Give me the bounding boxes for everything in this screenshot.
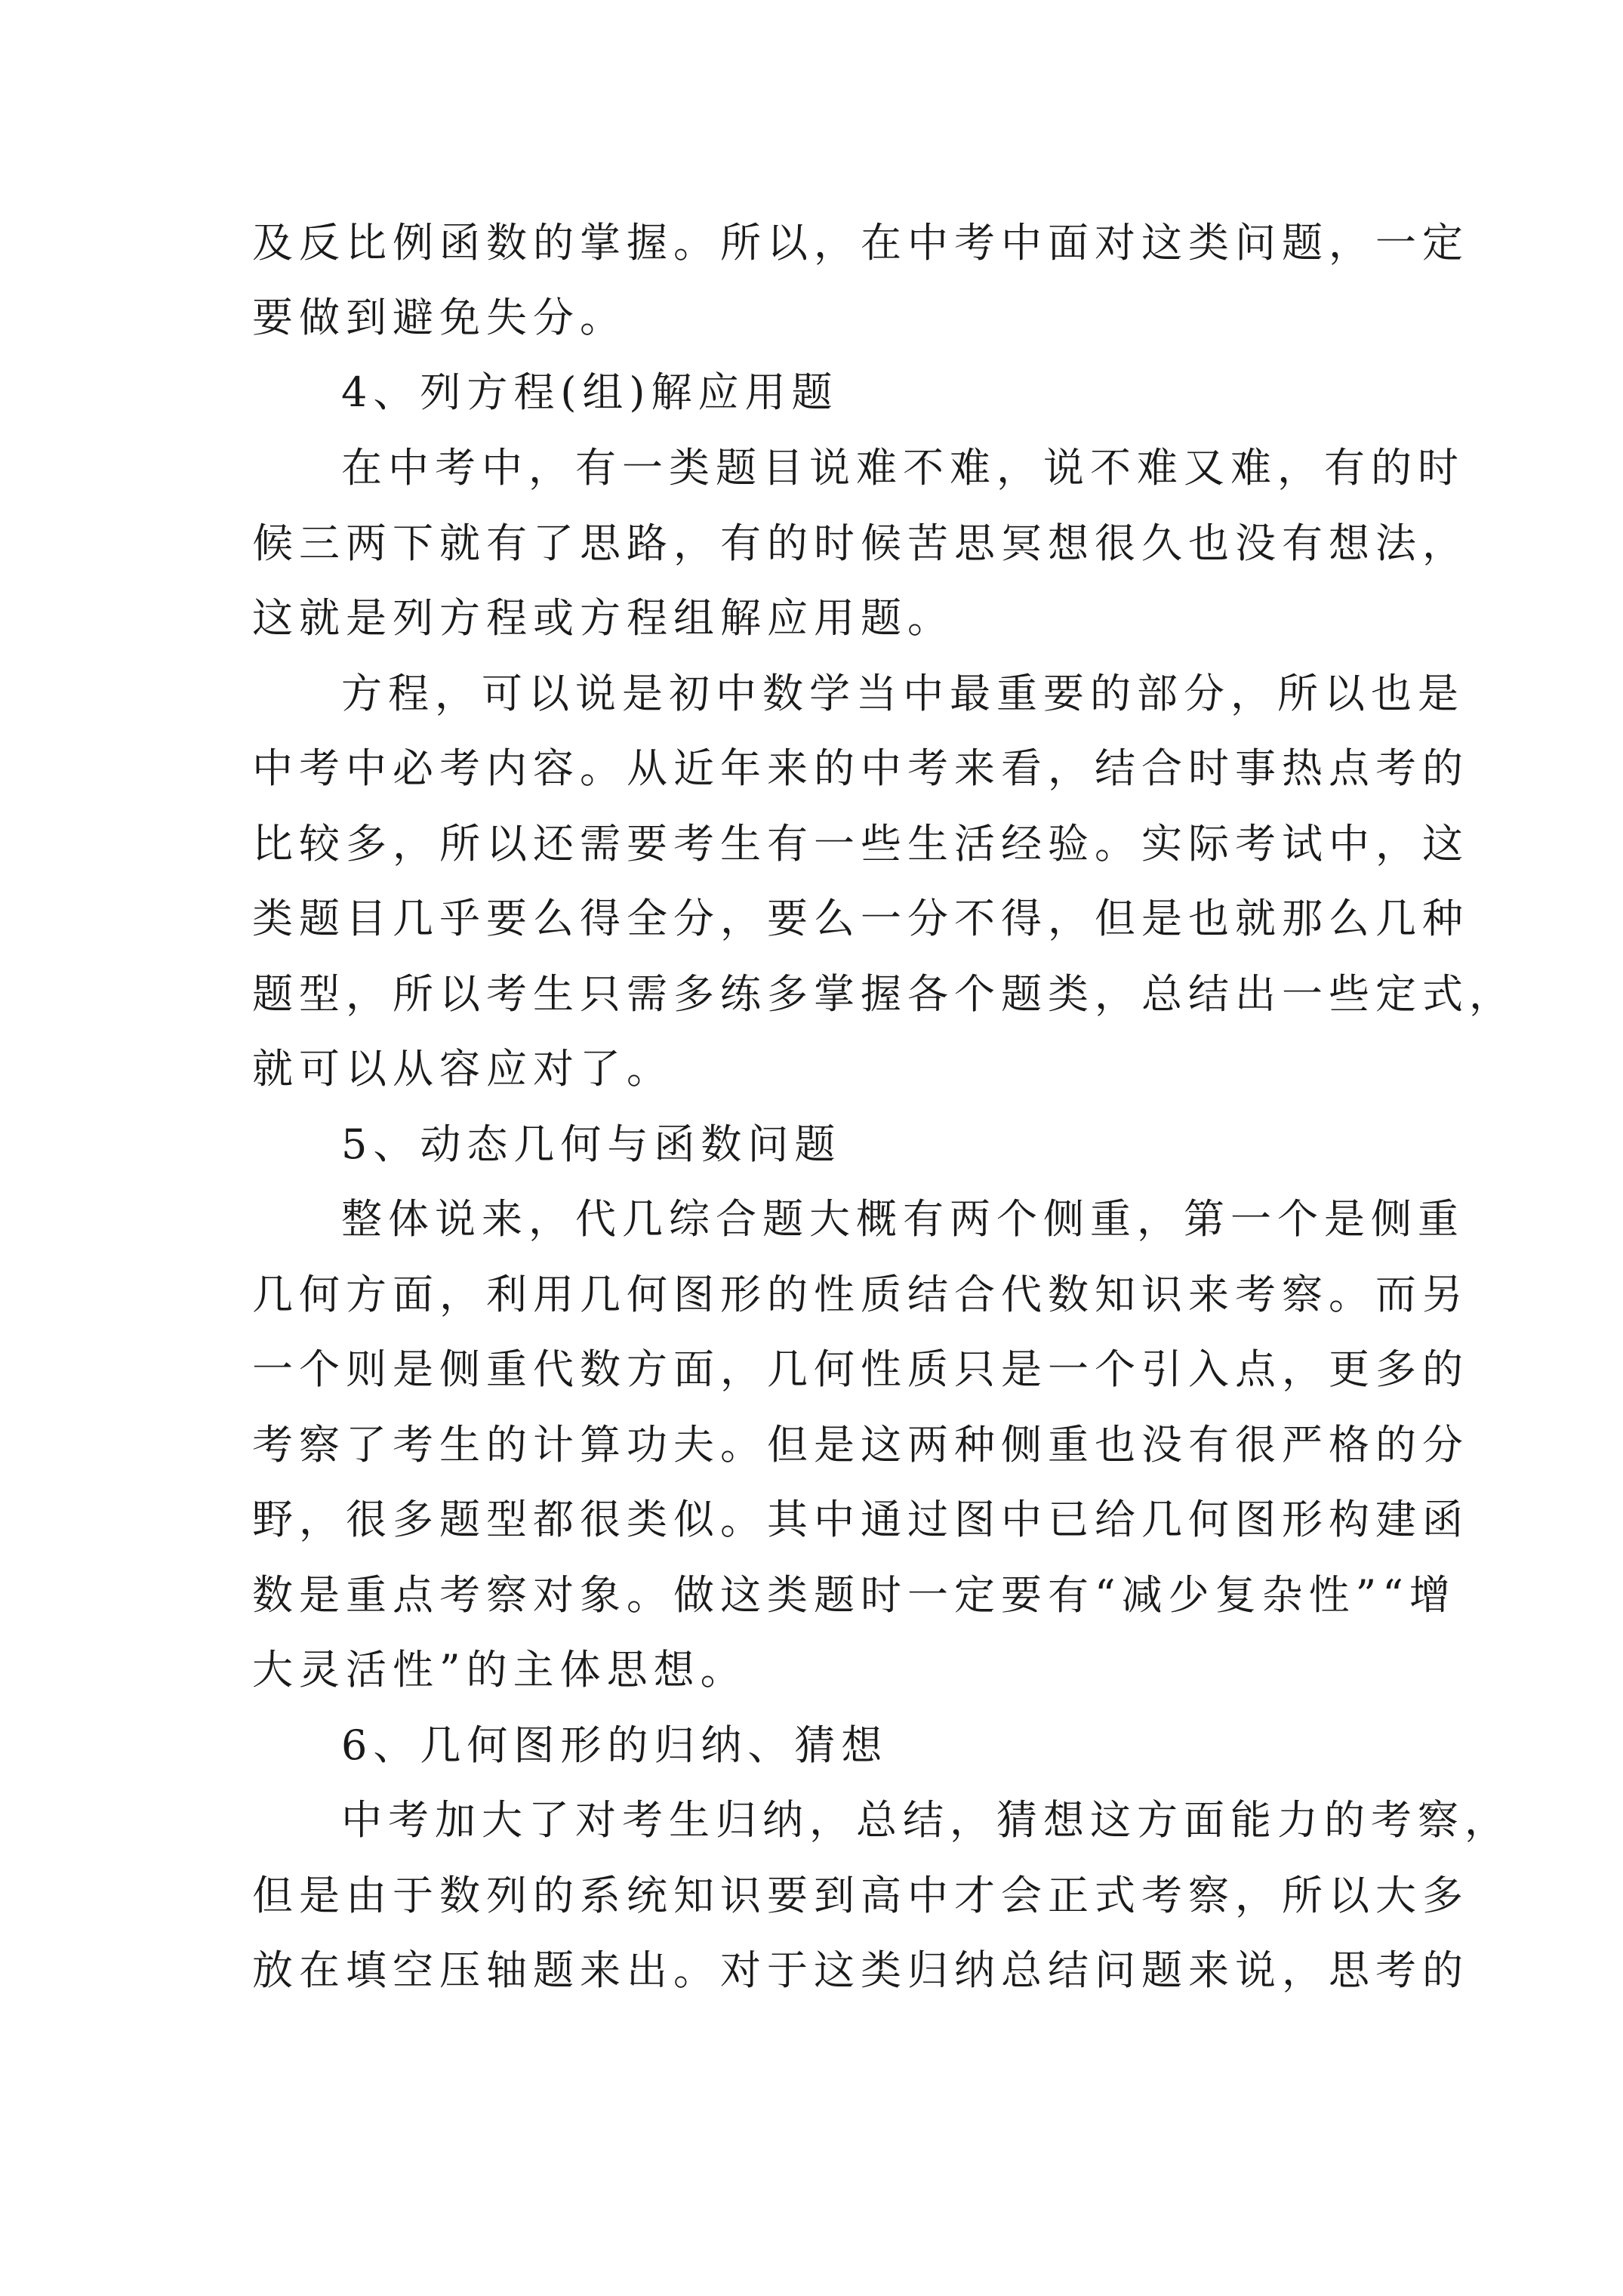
section-heading: 6、几何图形的归纳、猜想 <box>341 1721 888 1769</box>
text-line: 放在填空压轴题来出。对于这类归纳总结问题来说，思考的 <box>252 1946 1469 1994</box>
text-line: 比较多，所以还需要考生有一些生活经验。实际考试中，这 <box>252 820 1469 868</box>
text-line: 大灵活性”的主体思想。 <box>252 1646 747 1693</box>
text-line: 类题目几乎要么得全分，要么一分不得，但是也就那么几种 <box>252 895 1469 942</box>
text-line: 考察了考生的计算功夫。但是这两种侧重也没有很严格的分 <box>252 1421 1469 1469</box>
paragraph-start-line: 中考加大了对考生归纳，总结，猜想这方面能力的考察， <box>341 1796 1511 1844</box>
text-line: 就可以从容应对了。 <box>252 1045 673 1093</box>
text-line: 但是由于数列的系统知识要到高中才会正式考察，所以大多 <box>252 1872 1469 1919</box>
text-line: 及反比例函数的掌握。所以，在中考中面对这类问题，一定 <box>252 219 1469 267</box>
text-line: 野，很多题型都很类似。其中通过图中已给几何图形构建函 <box>252 1496 1469 1543</box>
section-heading: 4、列方程(组)解应用题 <box>341 368 839 416</box>
paragraph-start-line: 在中考中，有一类题目说难不难，说不难又难，有的时 <box>341 444 1464 492</box>
paragraph-start-line: 整体说来，代几综合题大概有两个侧重，第一个是侧重 <box>341 1195 1464 1243</box>
text-line: 这就是列方程或方程组解应用题。 <box>252 594 954 642</box>
paragraph-start-line: 方程，可以说是初中数学当中最重要的部分，所以也是 <box>341 670 1464 717</box>
text-line: 题型，所以考生只需多练多掌握各个题类，总结出一些定式， <box>252 970 1516 1018</box>
section-heading: 5、动态几何与函数问题 <box>341 1120 842 1168</box>
text-line: 要做到避免失分。 <box>252 294 627 341</box>
text-line: 中考中必考内容。从近年来的中考来看，结合时事热点考的 <box>252 744 1469 792</box>
text-line: 候三两下就有了思路，有的时候苦思冥想很久也没有想法， <box>252 519 1469 567</box>
text-line: 一个则是侧重代数方面，几何性质只是一个引入点，更多的 <box>252 1345 1469 1393</box>
text-line: 数是重点考察对象。做这类题时一定要有“减少复杂性”“增 <box>252 1571 1456 1619</box>
text-line: 几何方面，利用几何图形的性质结合代数知识来考察。而另 <box>252 1271 1469 1318</box>
